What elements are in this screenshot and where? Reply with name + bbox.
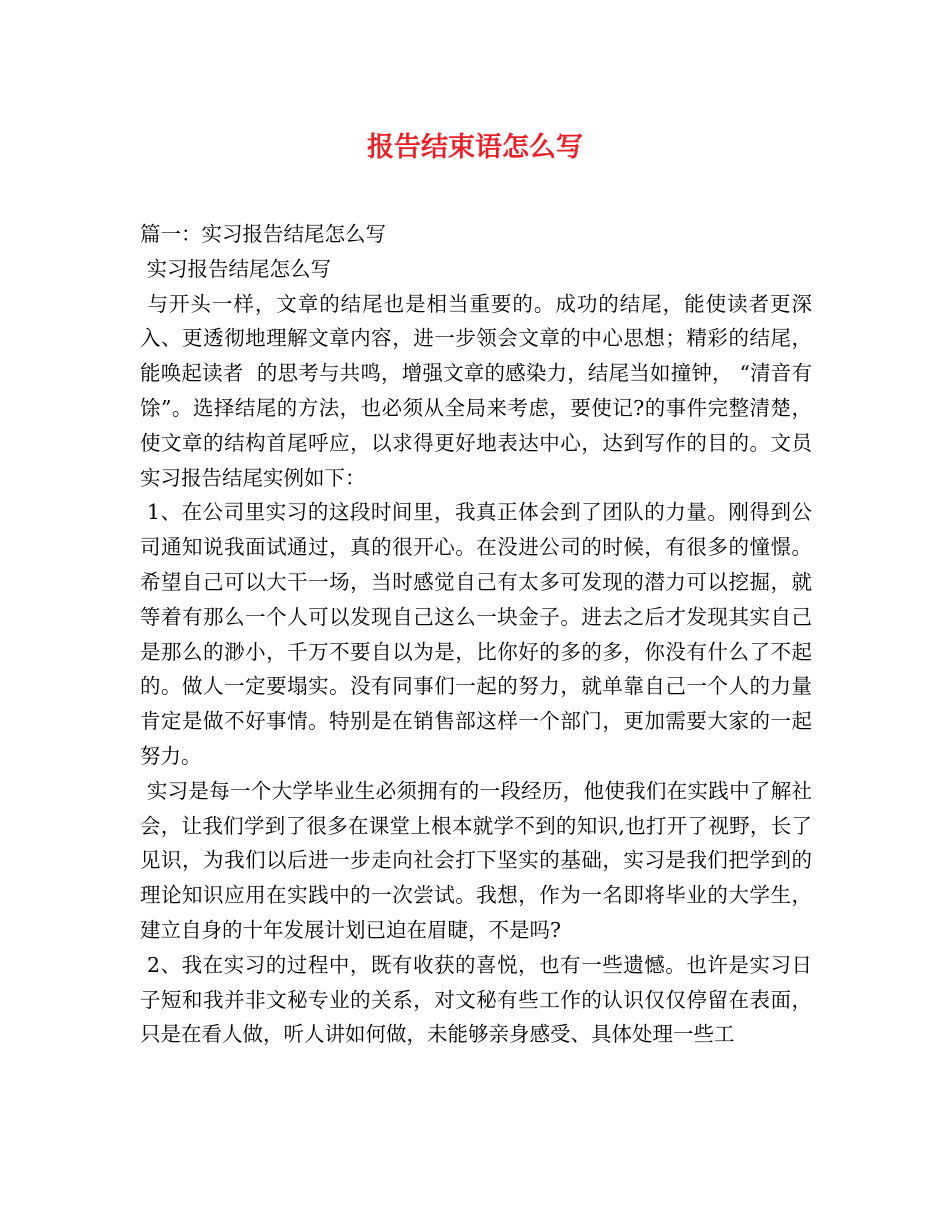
document-body bbox=[140, 217, 812, 1052]
body-paragraph: 实习是每一个大学毕业生必须拥有的一段经历，他使我们在实践中了解社会，让我们学到了很多在课堂上根本就学不到的知识,也打开了视野，长了见识，为我们以后进一步走向社会打下坚实的基础，实习是我们把学到的理论知识应用在实践中的一次尝试。我想，作为一名即将毕业的大学生，建立自身的十年发展计划已迫在眉睫，不是吗? bbox=[140, 778, 812, 942]
body-paragraph: 与开头一样，文章的结尾也是相当重要的。成功的结尾，能使读者更深入、更透彻地理解文章内容，进一步领会文章的中心思想；精彩的结尾，能唤起读者 的思考与共鸣，增强文章的感染力，结尾当如撞钟， “清音有馀”。选择结尾的方法，也必须从全局来考虑，要使记?的事件完整清楚，使文章的结构首尾呼应，以求得更好地表达中心，达到写作的目的。文员实习报告结尾实例如下： bbox=[140, 291, 812, 490]
section-heading: 篇一：实习报告结尾怎么写 bbox=[140, 222, 386, 246]
body-paragraph: 2、我在实习的过程中，既有收获的喜悦，也有一些遗憾。也许是实习日子短和我并非文秘专业的关系，对文秘有些工作的认识仅仅停留在表面，只是在看人做，听人讲如何做，未能够亲身感受、具体处理一些工 bbox=[140, 952, 812, 1047]
body-paragraph: 1、在公司里实习的这段时间里，我真正体会到了团队的力量。刚得到公司通知说我面试通过，真的很开心。在没进公司的时候，有很多的憧憬。希望自己可以大干一场，当时感觉自己有太多可发现的潜力可以挖掘，就等着有那么一个人可以发现自己这么一块金子。进去之后才发现其实自己是那么的渺小，千万不要自以为是，比你好的多的多，你没有什么了不起的。做人一定要塌实。没有同事们一起的努力，就单靠自己一个人的力量肯定是做不好事情。特别是在销售部这样一个部门，更加需要大家的一起努力。 bbox=[140, 500, 812, 768]
document-title: 报告结束语怎么写 bbox=[367, 132, 583, 163]
subsection-heading: 实习报告结尾怎么写 bbox=[140, 256, 332, 281]
